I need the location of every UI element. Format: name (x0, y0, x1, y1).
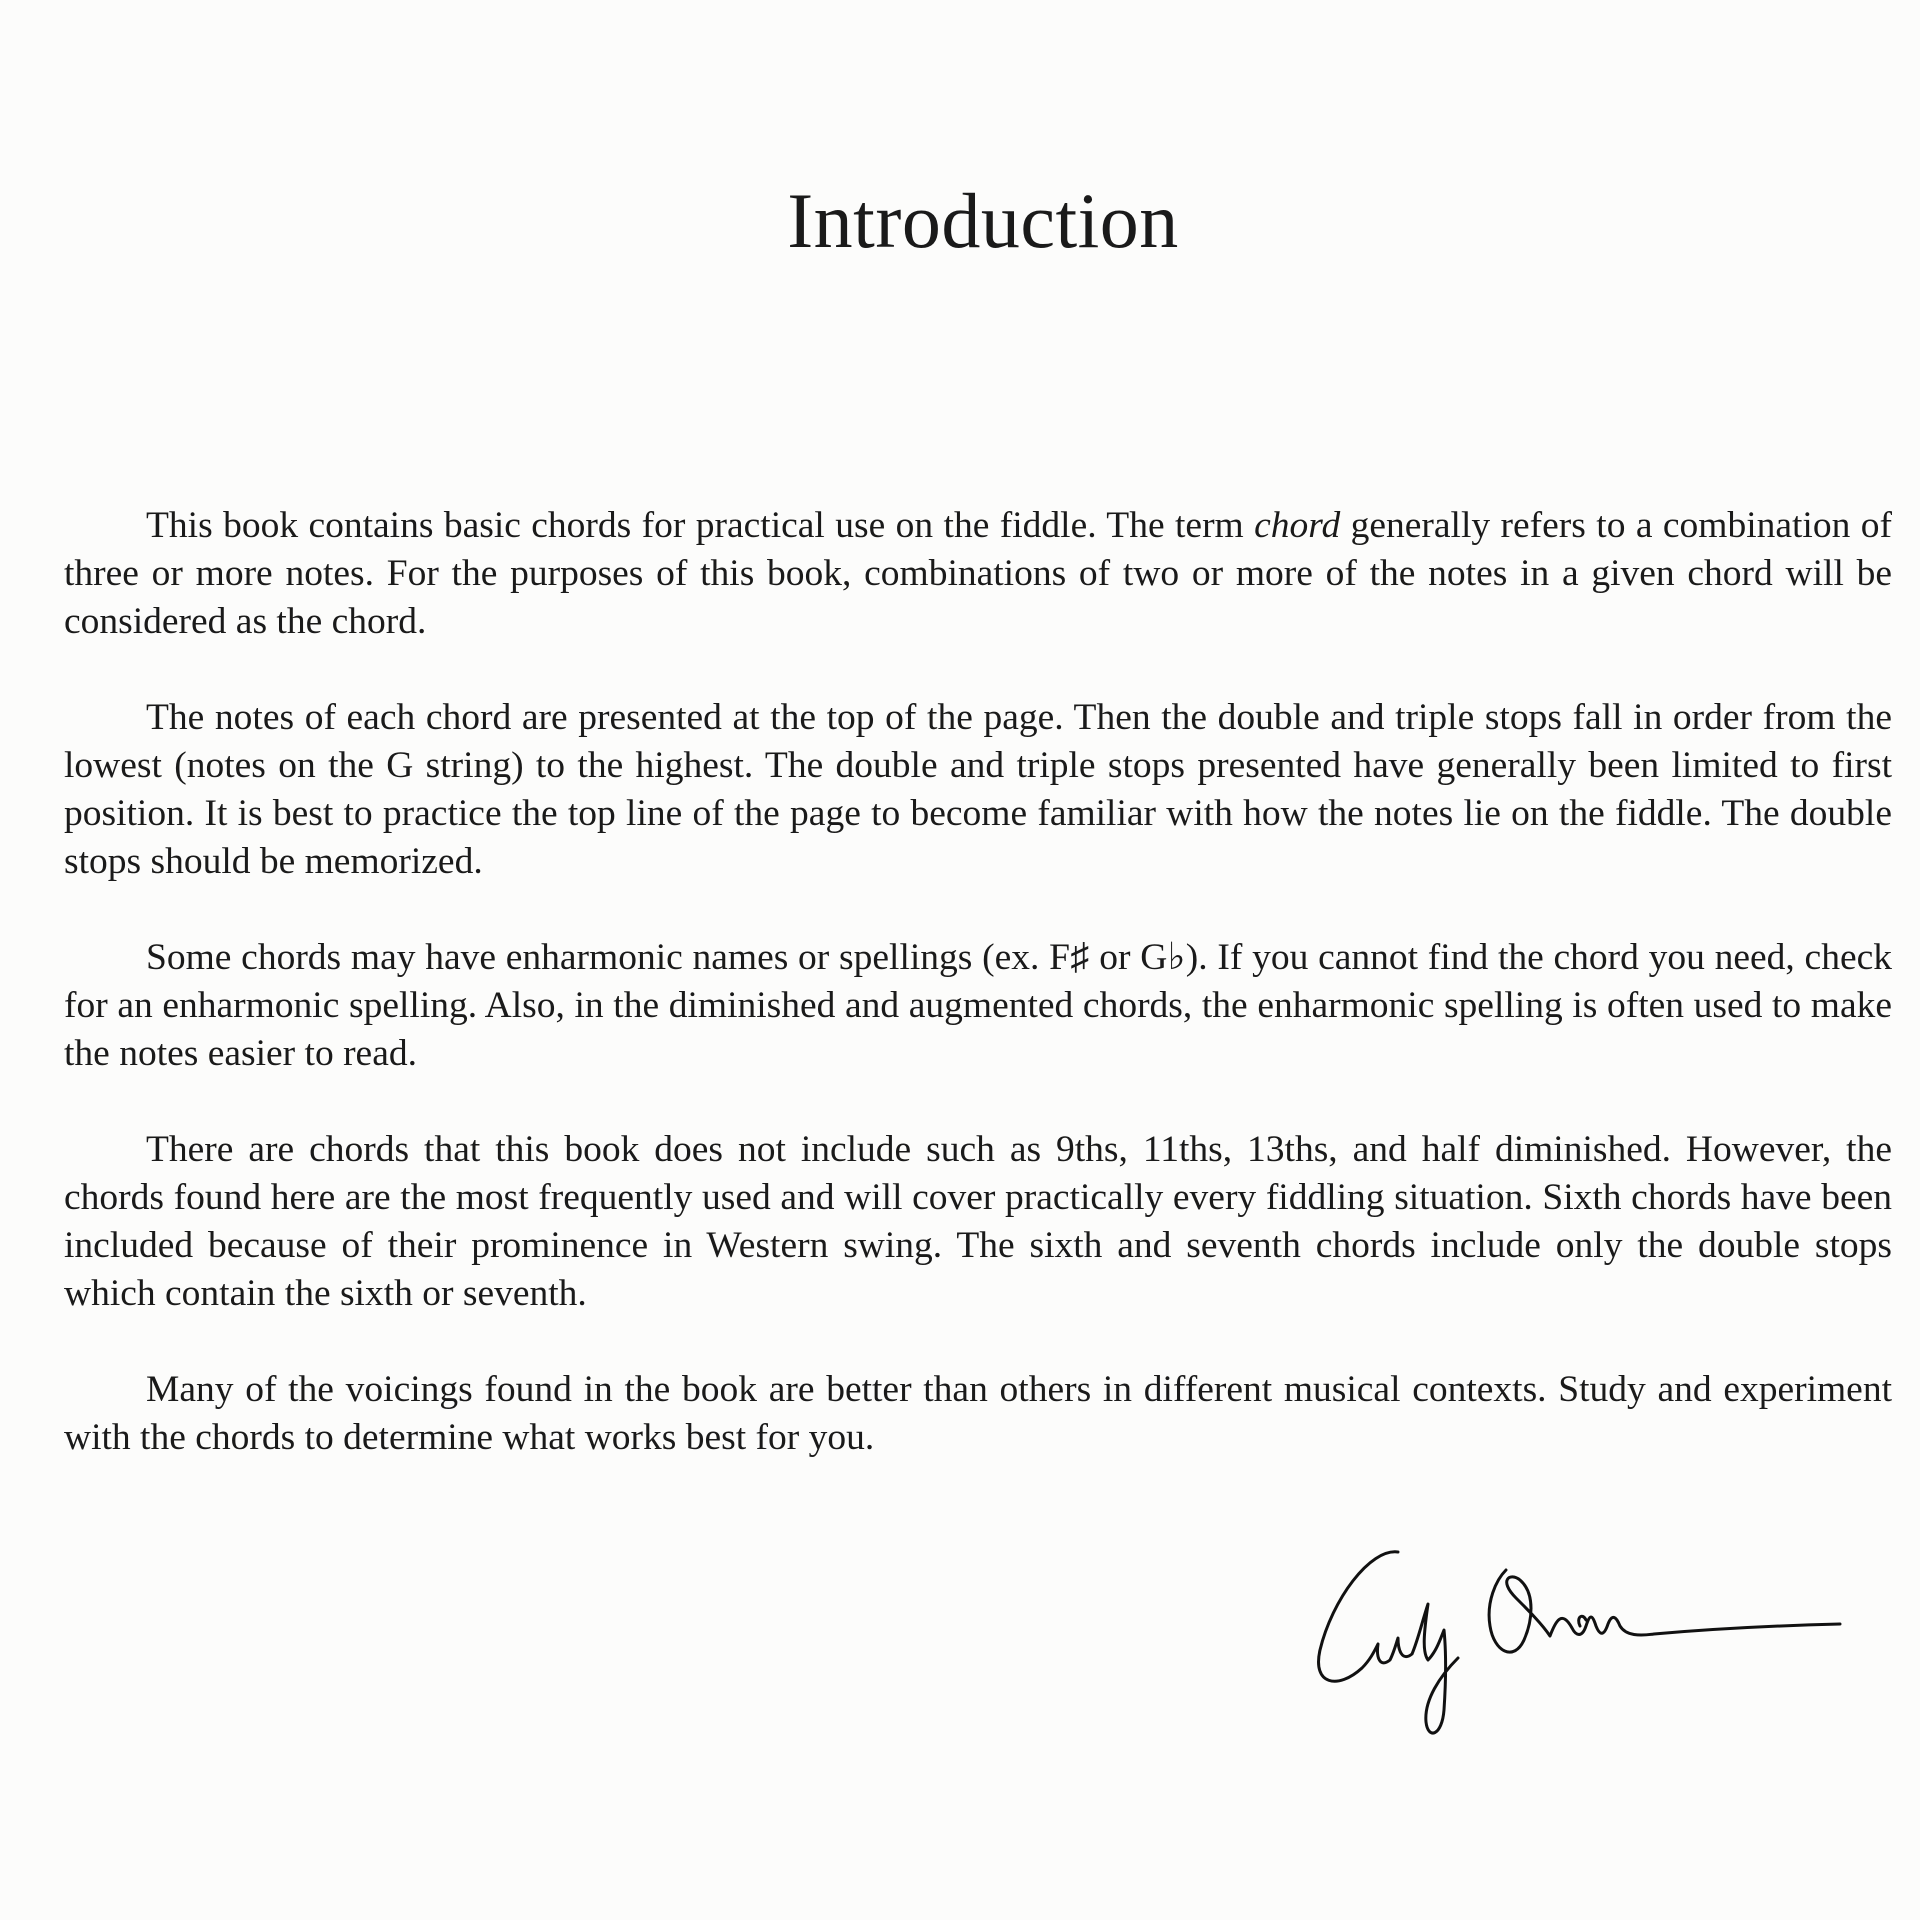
signature-icon (1310, 1540, 1850, 1740)
paragraph-1-start: This book contains basic chords for practical use on the fiddle. The term (146, 505, 1255, 546)
paragraph-5: Many of the voicings found in the book are better than others in different musical contexts. Study and experiment with the chords to determine what works best for you. (64, 1369, 1892, 1458)
paragraph-1-end: generally refers to a combination of three or more notes. For the purposes of this book, combinations of two or more of the notes in a given chord will be considered as the chord. (64, 505, 1892, 642)
page-title: Introduction (787, 177, 1179, 264)
paragraph-1 (64, 502, 1892, 646)
introduction-body (64, 502, 1892, 1510)
paragraph-4: There are chords that this book does not include such as 9ths, 11ths, 13ths, and half diminished. However, the chords found here are the most frequently used and will cover practically every fiddling situation. Sixth chords have been included because of their prominence in Western swing. The sixth and seventh chords include only the double stops which contain the sixth or seventh. (64, 1129, 1892, 1314)
term-chord: chord (1254, 505, 1341, 546)
author-signature (1310, 1540, 1850, 1740)
paragraph-2: The notes of each chord are presented at the top of the page. Then the double and triple stops fall in order from the lowest (notes on the G string) to the highest. The double and triple stops presented have generally been limited to first position. It is best to practice the top line of the page to become familiar with how the notes lie on the fiddle. The double stops should be memorized. (64, 697, 1892, 882)
paragraph-3: Some chords may have enharmonic names or spellings (ex. F♯ or G♭). If you cannot find the chord you need, check for an enharmonic spelling. Also, in the diminished and augmented chords, the enharmonic spelling is often used to make the notes easier to read. (64, 937, 1892, 1074)
